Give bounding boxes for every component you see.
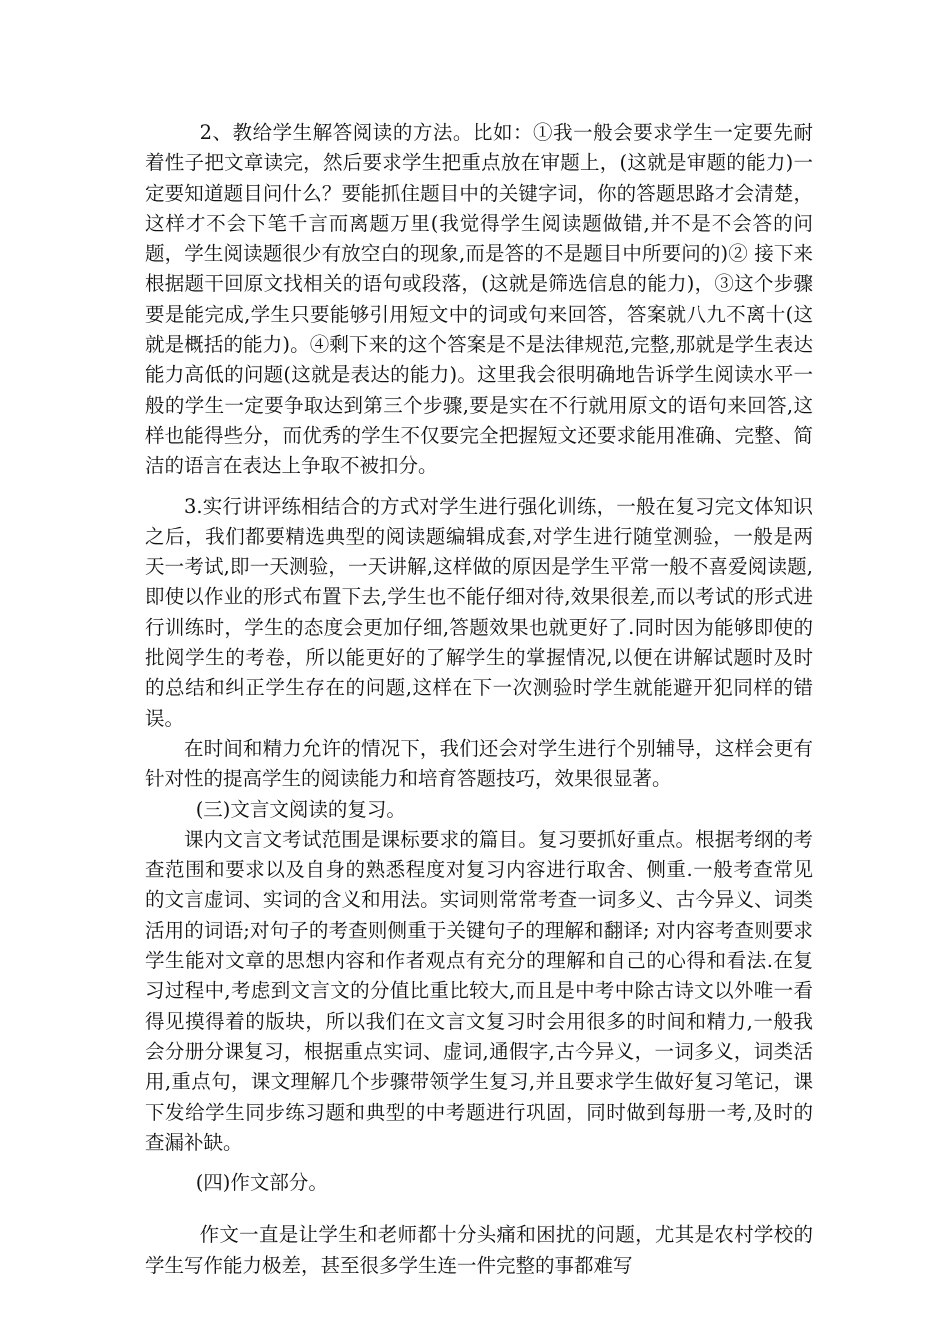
- section-heading-classical-chinese: (三)文言文阅读的复习。: [195, 797, 406, 821]
- paragraph-reading-method: 2、教给学生解答阅读的方法。比如：①我一般会要求学生一定要先耐着性子把文章读完，然后要求学生把重点放在审题上，(这就是审题的能力)一定要知道题目问什么？要能抓住题目中的关键字词，你的答题思路才会清楚，这样才不会下笔千言而离题万里(我觉得学生阅读题做错,并不是不会答的问题，学生阅读题很少有放空白的现象,而是答的不是题目中所要问的)② 接下来根据题干回原文找相关的语句或段落，(这就是筛选信息的能力)，③这个步骤要是能完成,学生只要能够引用短文中的词或句来回答，答案就八九不离十(这就是概括的能力)。④剩下来的这个答案是不是法律规范,完整,那就是学生表达能力高低的问题(这就是表达的能力)。这里我会很明确地告诉学生阅读水平一般的学生一定要争取达到第三个步骤,要是实在不行就用原文的语句来回答,这样也能得些分，而优秀的学生不仅要完全把握短文还要求能用准确、完整、简洁的语言在表达上争取不被扣分。: [145, 121, 813, 478]
- paragraph-composition-intro: 作文一直是让学生和老师都十分头痛和困扰的问题，尤其是农村学校的学生写作能力极差，甚至很多学生连一件完整的事都难写: [145, 1223, 813, 1277]
- section-heading-composition: (四)作文部分。: [195, 1171, 328, 1195]
- paragraph-classical-chinese-review: 课内文言文考试范围是课标要求的篇目。复习要抓好重点。根据考纲的考查范围和要求以及自身的熟悉程度对复习内容进行取舍、侧重.一般考查常见的文言虚词、实词的含义和用法。实词则常常考查一词多义、古今异义、词类活用的词语;对句子的考查则侧重于关键句子的理解和翻译; 对内容考查则要求学生能对文章的思想内容和作者观点有充分的理解和自己的心得和看法.在复习过程中,考虑到文言文的分值比重比较大,而且是中考中除古诗文以外唯一看得见摸得着的版块，所以我们在文言文复习时会用很多的时间和精力,一般我会分册分课复习，根据重点实词、虚词,通假字,古今异义，一词多义，词类活用,重点句，课文理解几个步骤带领学生复习,并且要求学生做好复习笔记，课下发给学生同步练习题和典型的中考题进行巩固，同时做到每册一考,及时的查漏补缺。: [145, 827, 813, 1154]
- document-page: [145, 118, 813, 1281]
- paragraph-individual-tutoring: 在时间和精力允许的情况下，我们还会对学生进行个别辅导，这样会更有针对性的提高学生的阅读能力和培育答题技巧，效果很显著。: [145, 736, 813, 791]
- paragraph-training-method: 3.实行讲评练相结合的方式对学生进行强化训练，一般在复习完文体知识之后，我们都要精选典型的阅读题编辑成套,对学生进行随堂测验，一般是两天一考试,即一天测验，一天讲解,这样做的原因是学生平常一般不喜爱阅读题,即使以作业的形式布置下去,学生也不能仔细对待,效果很差,而以考试的形式进行训练时，学生的态度会更加仔细,答题效果也就更好了.同时因为能够即使的批阅学生的考卷，所以能更好的了解学生的掌握情况,以便在讲解试题时及时的总结和纠正学生存在的问题,这样在下一次测验时学生就能避开犯同样的错误。: [145, 494, 813, 730]
